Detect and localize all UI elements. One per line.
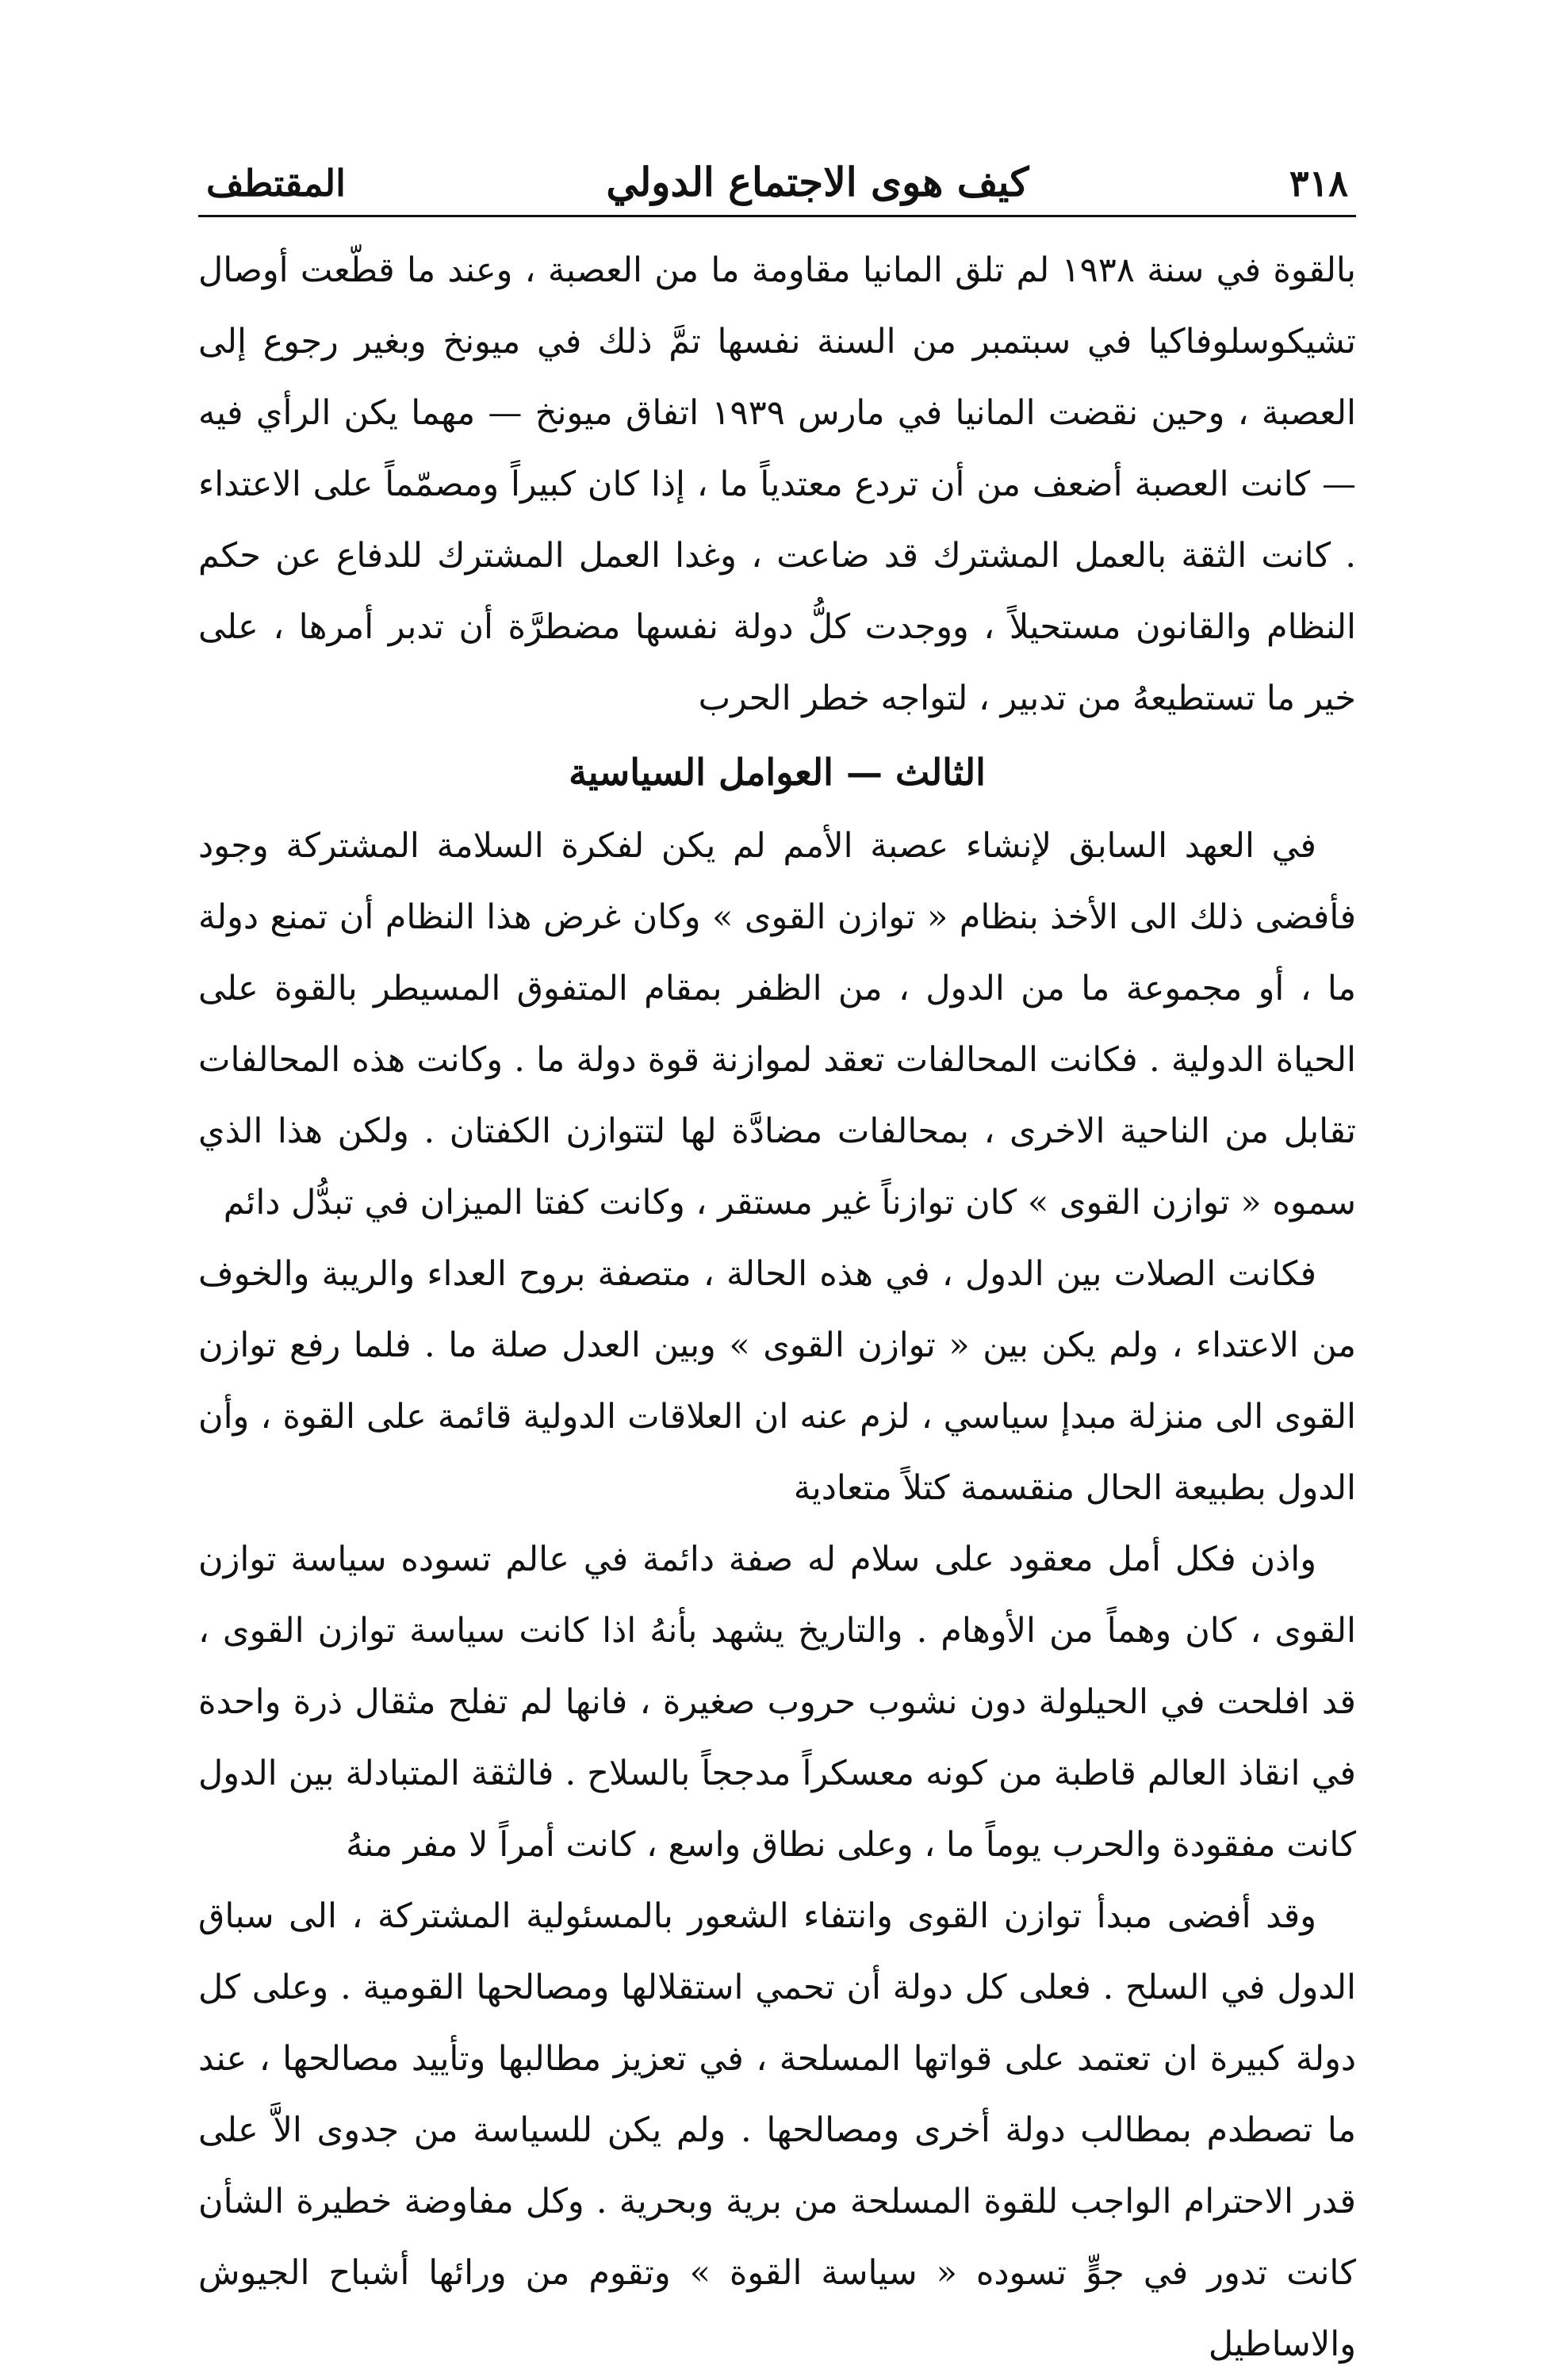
article-title: كيف هوى الاجتماع الدولي <box>606 159 1029 205</box>
section-heading: الثالث — العوامل السياسية <box>569 751 986 794</box>
page-number: ٣١٨ <box>1289 162 1348 205</box>
paragraph-2: في العهد السابق لإنشاء عصبة الأمم لم يكن لفكرة السلامة المشتركة وجود فأفضى ذلك الى الأخذ بنظام « توازن القوى » وكان غرض هذا النظام أن تمنع دولة ما ، أو مجموعة ما من الدول ، من الظفر بمقام المتفوق المسيطر بالقوة على الحياة الدولية . فكانت المحالفات تعقد لموازنة قوة دولة ما . وكانت هذه المحالفات تقابل من الناحية الاخرى ، بمحالفات مضادَّة لها لتتوازن الكفتان . ولكن هذا الذي سموه « توازن القوى » كان توازناً غير مستقر ، وكانت كفتا الميزان في تبدُّل دائم <box>198 826 1356 1223</box>
paragraph-3: فكانت الصلات بين الدول ، في هذه الحالة ، متصفة بروح العداء والريبة والخوف من الاعتداء ، ولم يكن بين « توازن القوى » وبين العدل صلة ما . فلما رفع توازن القوى الى منزلة مبدإ سياسي ، لزم عنه ان العلاقات الدولية قائمة على القوة ، وأن الدول بطبيعة الحال منقسمة كتلاً متعادية <box>198 1254 1356 1508</box>
page-header <box>198 159 1356 217</box>
paragraph-1: بالقوة في سنة ١٩٣٨ لم تلق المانيا مقاومة ما من العصبة ، وعند ما قطّعت أوصال تشيكوسلوفاكيا في سبتمبر من السنة نفسها تمَّ ذلك في ميونخ وبغير رجوع إلى العصبة ، وحين نقضت المانيا في مارس ١٩٣٩ اتفاق ميونخ — مهما يكن الرأي فيه — كانت العصبة أضعف من أن تردع معتدياً ما ، إذا كان كبيراً ومصمّماً على الاعتداء . كانت الثقة بالعمل المشترك قد ضاعت ، وغدا العمل المشترك للدفاع عن حكم النظام والقانون مستحيلاً ، ووجدت كلُّ دولة نفسها مضطرَّة أن تدبر أمرها ، على خير ما تستطيعهُ من تدبير ، لتواجه خطر الحرب <box>198 251 1357 718</box>
page <box>198 159 1356 2380</box>
paragraph-5: وقد أفضى مبدأ توازن القوى وانتفاء الشعور بالمسئولية المشتركة ، الى سباق الدول في السلح . فعلى كل دولة أن تحمي استقلالها ومصالحها القومية . وعلى كل دولة كبيرة ان تعتمد على قواتها المسلحة ، في تعزيز مطالبها وتأييد مصالحها ، عند ما تصطدم بمطالب دولة أخرى ومصالحها . ولم يكن للسياسة من جدوى الاَّ على قدر الاحترام الواجب للقوة المسلحة من برية وبحرية . وكل مفاوضة خطيرة الشأن كانت تدور في جوٍّ تسوده « سياسة القوة » وتقوم من ورائها أشباح الجيوش والاساطيل <box>198 1896 1356 2364</box>
paragraph-4: واذن فكل أمل معقود على سلام له صفة دائمة في عالم تسوده سياسة توازن القوى ، كان وهماً من الأوهام . والتاريخ يشهد بأنهُ اذا كانت سياسة توازن القوى ، قد افلحت في الحيلولة دون نشوب حروب صغيرة ، فانها لم تفلح مثقال ذرة واحدة في انقاذ العالم قاطبة من كونه معسكراً مدججاً بالسلاح . فالثقة المتبادلة بين الدول كانت مفقودة والحرب يوماً ما ، وعلى نطاق واسع ، كانت أمراً لا مفر منهُ <box>198 1540 1356 1865</box>
journal-name: المقتطف <box>206 162 346 205</box>
